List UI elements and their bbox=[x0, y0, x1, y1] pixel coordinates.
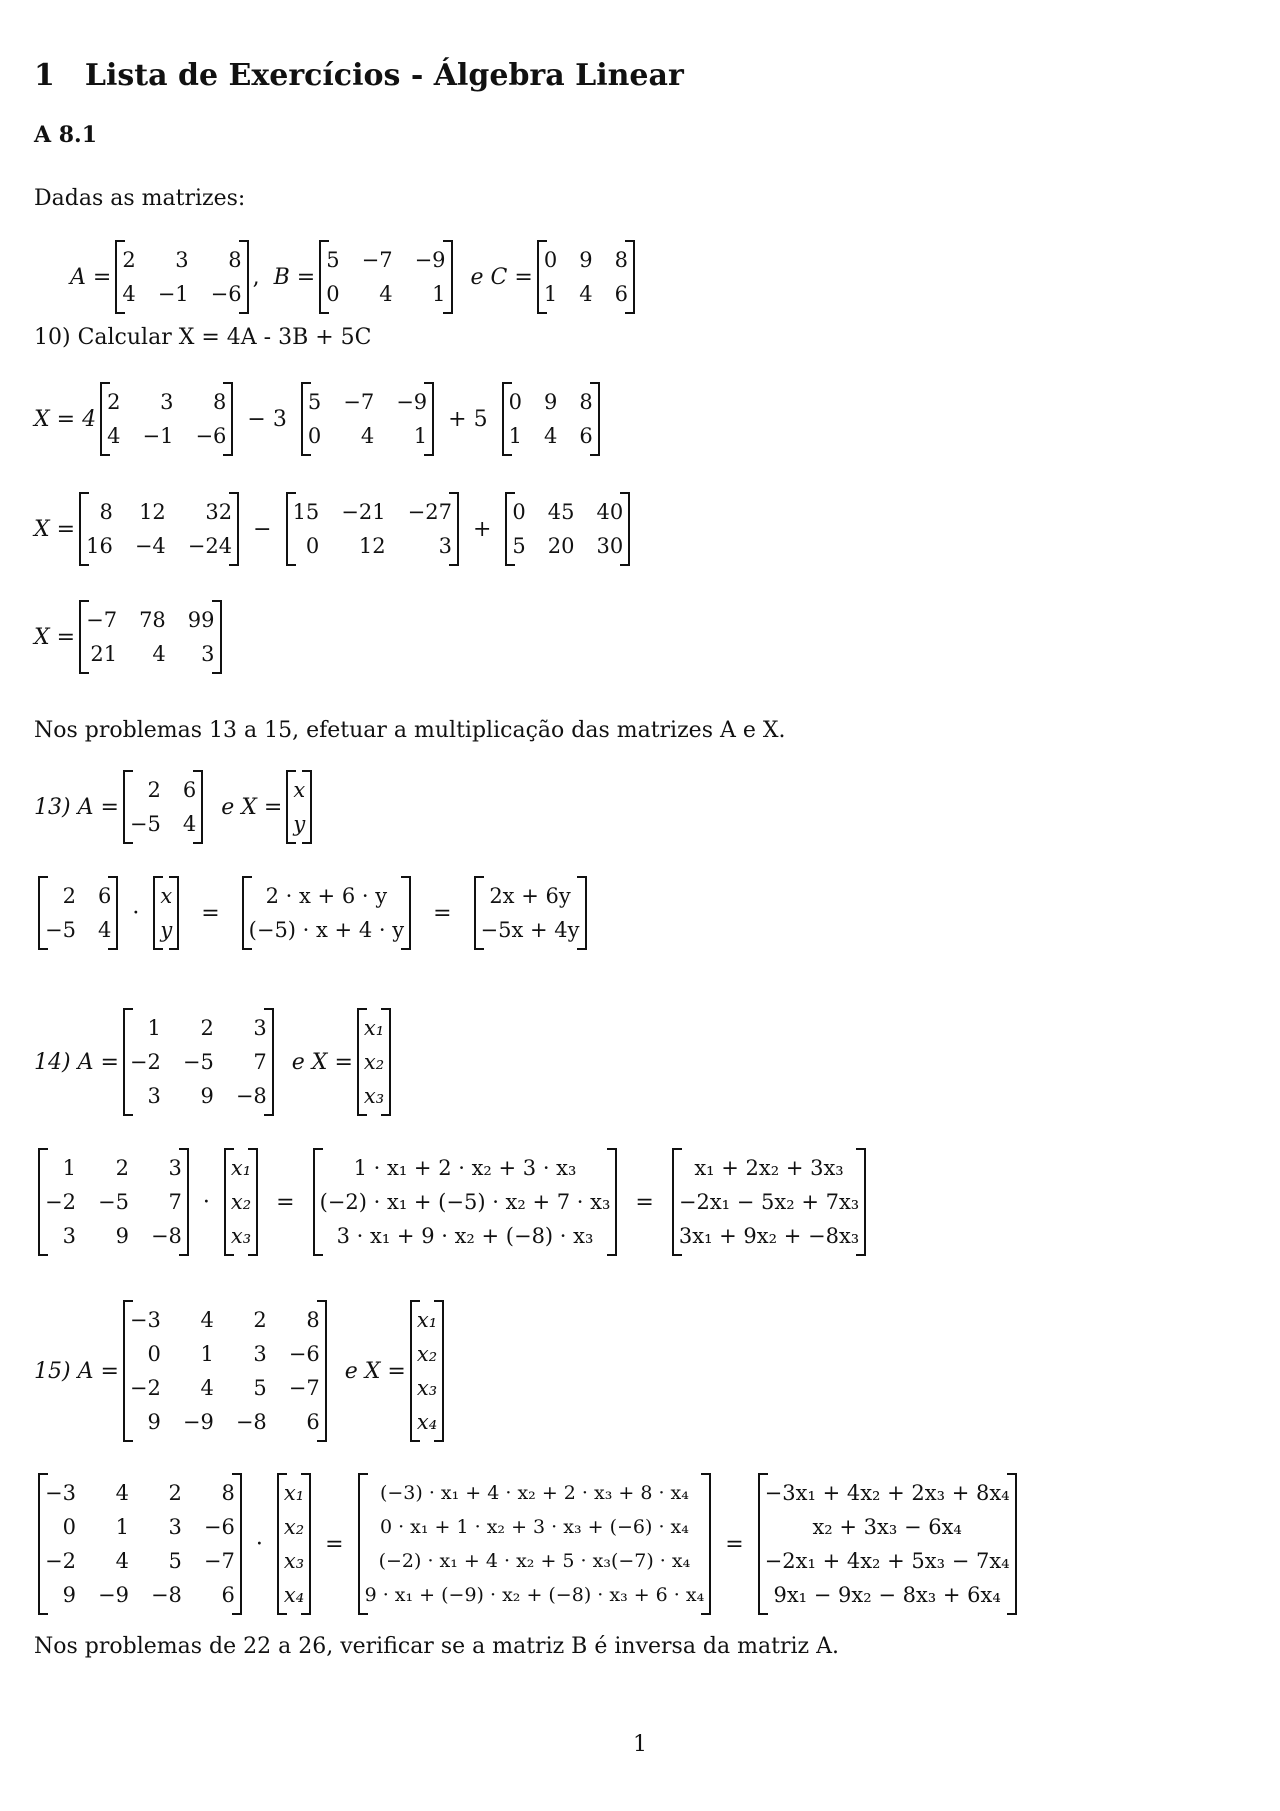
matrix-cell: −1 bbox=[157, 282, 189, 306]
matrix-cell: x₂ + 3x₃ − 6x₄ bbox=[812, 1515, 962, 1539]
matrix-cell: 2x + 6y bbox=[489, 884, 571, 908]
matrix-cell: 32 bbox=[205, 500, 233, 524]
matrix-c bbox=[537, 240, 635, 314]
matrix bbox=[277, 1473, 311, 1615]
matrix bbox=[502, 382, 600, 456]
matrix-cell: (−5) · x + 4 · y bbox=[248, 918, 405, 942]
matrix-cell: −5x + 4y bbox=[480, 918, 580, 942]
matrix-cell: 3 bbox=[253, 1016, 267, 1040]
matrix-cell: 6 bbox=[182, 778, 197, 802]
matrix-cell: 3x₁ + 9x₂ + −8x₃ bbox=[678, 1224, 860, 1248]
matrix bbox=[358, 1473, 712, 1615]
equals: = bbox=[276, 1189, 295, 1215]
matrix-cell: 6 bbox=[97, 884, 112, 908]
matrix-cell: 5 bbox=[168, 1549, 182, 1573]
matrix-cell: −7 bbox=[361, 248, 393, 272]
matrix-cell: y bbox=[160, 918, 173, 942]
matrix-cell: 20 bbox=[547, 534, 575, 558]
matrix-cell: −9 bbox=[97, 1583, 129, 1607]
matrix-cell: −5 bbox=[97, 1190, 129, 1214]
matrix bbox=[286, 770, 312, 844]
section-title: Lista de Exercícios - Álgebra Linear bbox=[84, 58, 684, 93]
matrix-cell: 30 bbox=[596, 534, 624, 558]
matrix bbox=[224, 1148, 258, 1256]
matrix-cell: 8 bbox=[228, 248, 242, 272]
matrix-cell: −5 bbox=[45, 918, 76, 942]
matrix-cell: −9 bbox=[182, 1410, 214, 1434]
matrix bbox=[301, 382, 434, 456]
matrix-cell: x₃ bbox=[363, 1084, 385, 1108]
equals: = bbox=[201, 900, 220, 926]
matrix-cell: 5 bbox=[326, 248, 340, 272]
matrix-cell: x₂ bbox=[230, 1190, 252, 1214]
matrix bbox=[123, 1008, 274, 1116]
operator: − bbox=[253, 516, 272, 542]
matrix-cell: (−3) · x₁ + 4 · x₂ + 2 · x₃ + 8 · x₄ bbox=[379, 1482, 689, 1504]
matrix-cell: 0 bbox=[147, 1342, 161, 1366]
matrix bbox=[758, 1473, 1017, 1615]
matrix-cell: x₂ bbox=[363, 1050, 385, 1074]
matrix-cell: 8 bbox=[221, 1481, 235, 1505]
matrix-cell: 3 bbox=[147, 1084, 161, 1108]
dot: · bbox=[202, 1189, 210, 1215]
intro-text: Dadas as matrizes: bbox=[34, 186, 246, 211]
matrix-cell: 1 · x₁ + 2 · x₂ + 3 · x₃ bbox=[353, 1156, 577, 1180]
matrix-cell: 5 bbox=[512, 534, 526, 558]
q14-definition bbox=[34, 1008, 395, 1116]
matrix-cell: −6 bbox=[203, 1515, 235, 1539]
q10-lhs: X = bbox=[34, 516, 76, 542]
matrix-cell: −3 bbox=[45, 1481, 76, 1505]
matrix-cell: 4 bbox=[97, 918, 112, 942]
matrix bbox=[357, 1008, 391, 1116]
matrix-cell: 3 bbox=[253, 1342, 267, 1366]
matrix-cell: 4 bbox=[152, 642, 166, 666]
matrix-cell: 4 bbox=[200, 1308, 214, 1332]
matrix bbox=[100, 382, 233, 456]
matrix-cell: −7 bbox=[343, 390, 375, 414]
matrix-cell: 5 bbox=[253, 1376, 267, 1400]
matrix-cell: 8 bbox=[306, 1308, 320, 1332]
operator: + bbox=[472, 516, 492, 542]
matrix-cell: 45 bbox=[547, 500, 575, 524]
matrix-cell: 8 bbox=[579, 390, 593, 414]
matrix-cell: x₁ bbox=[416, 1308, 438, 1332]
matrix-cell: 0 bbox=[305, 534, 320, 558]
matrix bbox=[38, 1473, 242, 1615]
matrix-cell: x₁ bbox=[283, 1481, 305, 1505]
matrix-cell: x₁ bbox=[363, 1016, 385, 1040]
matrix-cell: 2 bbox=[253, 1308, 267, 1332]
matrix-cell: 4 bbox=[115, 1481, 129, 1505]
q10-line1 bbox=[34, 382, 604, 456]
matrix-cell: −8 bbox=[150, 1583, 182, 1607]
matrix-cell: x₁ + 2x₂ + 3x₃ bbox=[694, 1156, 844, 1180]
q10-lhs: X = 4 bbox=[34, 406, 97, 432]
matrix-cell: 4 bbox=[182, 812, 197, 836]
matrix-cell: 7 bbox=[253, 1050, 267, 1074]
matrix-cell: x₃ bbox=[283, 1549, 305, 1573]
matrix-cell: y bbox=[293, 812, 306, 836]
q14-solution bbox=[34, 1148, 870, 1256]
matrix-cell: −7 bbox=[288, 1376, 320, 1400]
matrix-cell: 4 bbox=[379, 282, 393, 306]
matrix-cell: 9 · x₁ + (−9) · x₂ + (−8) · x₃ + 6 · x₄ bbox=[364, 1584, 705, 1606]
matrix-cell: −2 bbox=[45, 1190, 76, 1214]
matrix-cell: −8 bbox=[150, 1224, 182, 1248]
matrix-cell: x₄ bbox=[283, 1583, 305, 1607]
matrix bbox=[38, 1148, 189, 1256]
matrix-cell: 9 bbox=[543, 390, 558, 414]
matrix-cell: x₄ bbox=[416, 1410, 438, 1434]
matrix-cell: 6 bbox=[579, 424, 593, 448]
matrix-cell: 8 bbox=[614, 248, 628, 272]
matrix-cell: −3 bbox=[129, 1308, 161, 1332]
matrix bbox=[672, 1148, 866, 1256]
matrix-cell: 0 bbox=[326, 282, 340, 306]
matrix-cell: −2 bbox=[129, 1376, 161, 1400]
matrix-cell: −3x₁ + 4x₂ + 2x₃ + 8x₄ bbox=[764, 1481, 1010, 1505]
matrix-cell: −9 bbox=[396, 390, 428, 414]
matrix-cell: 2 bbox=[200, 1016, 214, 1040]
matrix-cell: 2 · x + 6 · y bbox=[265, 884, 388, 908]
matrix-cell: (−2) · x₁ + 4 · x₂ + 5 · x₃(−7) · x₄ bbox=[378, 1550, 691, 1572]
matrix-cell: 1 bbox=[508, 424, 522, 448]
matrix-cell: 3 bbox=[175, 248, 189, 272]
matrix-cell: x bbox=[293, 778, 306, 802]
q10-line2 bbox=[34, 492, 634, 566]
matrix-cell: −6 bbox=[195, 424, 227, 448]
matrix bbox=[123, 1300, 327, 1442]
matrix-cell: 2 bbox=[107, 390, 121, 414]
x-label: e X = bbox=[344, 1358, 406, 1384]
matrix-cell: 4 bbox=[122, 282, 136, 306]
matrix-cell: (−2) · x₁ + (−5) · x₂ + 7 · x₃ bbox=[319, 1190, 611, 1214]
q13-definition bbox=[34, 770, 316, 844]
q10-prompt: 10) Calcular X = 4A - 3B + 5C bbox=[34, 325, 372, 350]
matrix-cell: 40 bbox=[596, 500, 624, 524]
q15-label: 15) A = bbox=[34, 1358, 119, 1384]
matrix-cell: 1 bbox=[543, 282, 558, 306]
matrix-cell: 4 bbox=[200, 1376, 214, 1400]
matrix-cell: −6 bbox=[288, 1342, 320, 1366]
matrix-cell: 3 · x₁ + 9 · x₂ + (−8) · x₃ bbox=[336, 1224, 594, 1248]
matrix-cell: 12 bbox=[358, 534, 386, 558]
matrix-cell: −2x₁ + 4x₂ + 5x₃ − 7x₄ bbox=[764, 1549, 1010, 1573]
matrix-cell: −5 bbox=[182, 1050, 214, 1074]
equals: = bbox=[433, 900, 452, 926]
matrix-cell: 0 bbox=[62, 1515, 76, 1539]
matrix-cell: −6 bbox=[210, 282, 242, 306]
matrix-cell: 3 bbox=[201, 642, 215, 666]
q10-line3 bbox=[34, 600, 226, 674]
matrix-cell: x₁ bbox=[230, 1156, 252, 1180]
matrix-cell: 0 bbox=[307, 424, 322, 448]
matrix bbox=[313, 1148, 618, 1256]
matrix-cell: −7 bbox=[203, 1549, 235, 1573]
a-label: A = bbox=[70, 264, 112, 290]
matrix-cell: 4 bbox=[115, 1549, 129, 1573]
inverse-intro: Nos problemas de 22 a 26, verificar se a matriz B é inversa da matriz A. bbox=[34, 1634, 839, 1659]
section-heading bbox=[34, 58, 684, 93]
dot: · bbox=[132, 900, 140, 926]
matrix bbox=[79, 492, 239, 566]
operator: + 5 bbox=[448, 406, 488, 432]
matrix-cell: 4 bbox=[107, 424, 121, 448]
matrix-cell: −4 bbox=[134, 534, 166, 558]
matrix-a bbox=[115, 240, 248, 314]
page-number: 1 bbox=[633, 1732, 647, 1757]
operator: − 3 bbox=[247, 406, 287, 432]
matrix-cell: −2 bbox=[45, 1549, 76, 1573]
matrix-cell: 4 bbox=[579, 282, 593, 306]
b-label: B = bbox=[273, 264, 316, 290]
matrix-cell: 9 bbox=[62, 1583, 76, 1607]
matrix-cell: x₂ bbox=[416, 1342, 438, 1366]
matrix-b bbox=[319, 240, 452, 314]
x-label: e X = bbox=[291, 1049, 353, 1075]
matrix-cell: x bbox=[160, 884, 173, 908]
matrix-cell: 1 bbox=[115, 1515, 129, 1539]
matrix-cell: 1 bbox=[200, 1342, 214, 1366]
matrix-cell: 1 bbox=[432, 282, 446, 306]
matrix-cell: 6 bbox=[614, 282, 628, 306]
equals: = bbox=[325, 1531, 344, 1557]
matrix-cell: 7 bbox=[168, 1190, 182, 1214]
matrix-cell: 0 bbox=[512, 500, 526, 524]
matrix-cell: 9x₁ − 9x₂ − 8x₃ + 6x₄ bbox=[773, 1583, 1001, 1607]
matrix-cell: −2x₁ − 5x₂ + 7x₃ bbox=[678, 1190, 860, 1214]
matrix-cell: 78 bbox=[139, 608, 166, 632]
matrix-cell: −24 bbox=[187, 534, 233, 558]
matrix-cell: x₃ bbox=[230, 1224, 252, 1248]
matrix-cell: 16 bbox=[86, 534, 113, 558]
matrix bbox=[505, 492, 630, 566]
matrix-cell: 4 bbox=[360, 424, 375, 448]
matrix-cell: −8 bbox=[235, 1084, 267, 1108]
dot: · bbox=[255, 1531, 263, 1557]
matrix-cell: 12 bbox=[139, 500, 166, 524]
equals: = bbox=[635, 1189, 654, 1215]
subsection-heading: A 8.1 bbox=[34, 122, 98, 148]
matrix-cell: 1 bbox=[62, 1156, 76, 1180]
multiplication-intro: Nos problemas 13 a 15, efetuar a multiplicação das matrizes A e X. bbox=[34, 718, 786, 743]
matrix-cell: 3 bbox=[160, 390, 174, 414]
matrix-cell: 0 bbox=[508, 390, 522, 414]
matrix-cell: −1 bbox=[142, 424, 174, 448]
matrix-cell: 5 bbox=[307, 390, 322, 414]
matrix-cell: −8 bbox=[235, 1410, 267, 1434]
matrix-cell: −2 bbox=[129, 1050, 161, 1074]
matrix bbox=[286, 492, 459, 566]
q13-solution bbox=[34, 876, 591, 950]
matrix bbox=[410, 1300, 444, 1442]
q13-label: 13) A = bbox=[34, 794, 119, 820]
matrix-cell: 2 bbox=[168, 1481, 182, 1505]
matrix-cell: 99 bbox=[187, 608, 215, 632]
matrix-cell: 3 bbox=[168, 1515, 182, 1539]
matrix-cell: 0 · x₁ + 1 · x₂ + 3 · x₃ + (−6) · x₄ bbox=[379, 1516, 689, 1538]
q15-definition bbox=[34, 1300, 448, 1442]
matrix bbox=[153, 876, 179, 950]
matrix-cell: 9 bbox=[200, 1084, 214, 1108]
c-label: e C = bbox=[470, 264, 533, 290]
matrix-cell: 2 bbox=[62, 884, 76, 908]
matrix-cell: 2 bbox=[147, 778, 161, 802]
matrix bbox=[474, 876, 587, 950]
matrix-cell: 3 bbox=[62, 1224, 76, 1248]
matrix-cell: 2 bbox=[122, 248, 136, 272]
matrix bbox=[38, 876, 118, 950]
matrix-cell: −5 bbox=[129, 812, 161, 836]
x-label: e X = bbox=[221, 794, 283, 820]
q10-lhs: X = bbox=[34, 624, 76, 650]
matrix-cell: 3 bbox=[168, 1156, 182, 1180]
matrix-cell: 6 bbox=[306, 1410, 320, 1434]
matrix-cell: 21 bbox=[90, 642, 118, 666]
equals: = bbox=[725, 1531, 744, 1557]
matrix-cell: 1 bbox=[413, 424, 428, 448]
matrix-cell: 2 bbox=[115, 1156, 129, 1180]
q14-label: 14) A = bbox=[34, 1049, 119, 1075]
matrix-cell: −27 bbox=[407, 500, 452, 524]
section-number: 1 bbox=[34, 58, 55, 93]
matrix-cell: 9 bbox=[579, 248, 593, 272]
matrix-cell: −21 bbox=[341, 500, 386, 524]
matrix-cell: 8 bbox=[213, 390, 227, 414]
matrix-definitions bbox=[70, 240, 639, 314]
matrix bbox=[242, 876, 411, 950]
matrix-cell: 3 bbox=[438, 534, 452, 558]
matrix-cell: x₃ bbox=[416, 1376, 438, 1400]
matrix-cell: −9 bbox=[414, 248, 446, 272]
q15-solution bbox=[34, 1473, 1021, 1615]
matrix-cell: 9 bbox=[115, 1224, 129, 1248]
matrix-cell: 15 bbox=[292, 500, 320, 524]
matrix-cell: 4 bbox=[543, 424, 558, 448]
matrix-cell: 6 bbox=[221, 1583, 235, 1607]
matrix-cell: −7 bbox=[86, 608, 118, 632]
comma: , bbox=[252, 264, 260, 290]
result-matrix bbox=[79, 600, 221, 674]
matrix-cell: x₂ bbox=[283, 1515, 305, 1539]
matrix-cell: 8 bbox=[99, 500, 113, 524]
matrix-cell: 1 bbox=[147, 1016, 161, 1040]
matrix bbox=[123, 770, 203, 844]
matrix-cell: 9 bbox=[147, 1410, 161, 1434]
matrix-cell: 0 bbox=[543, 248, 558, 272]
